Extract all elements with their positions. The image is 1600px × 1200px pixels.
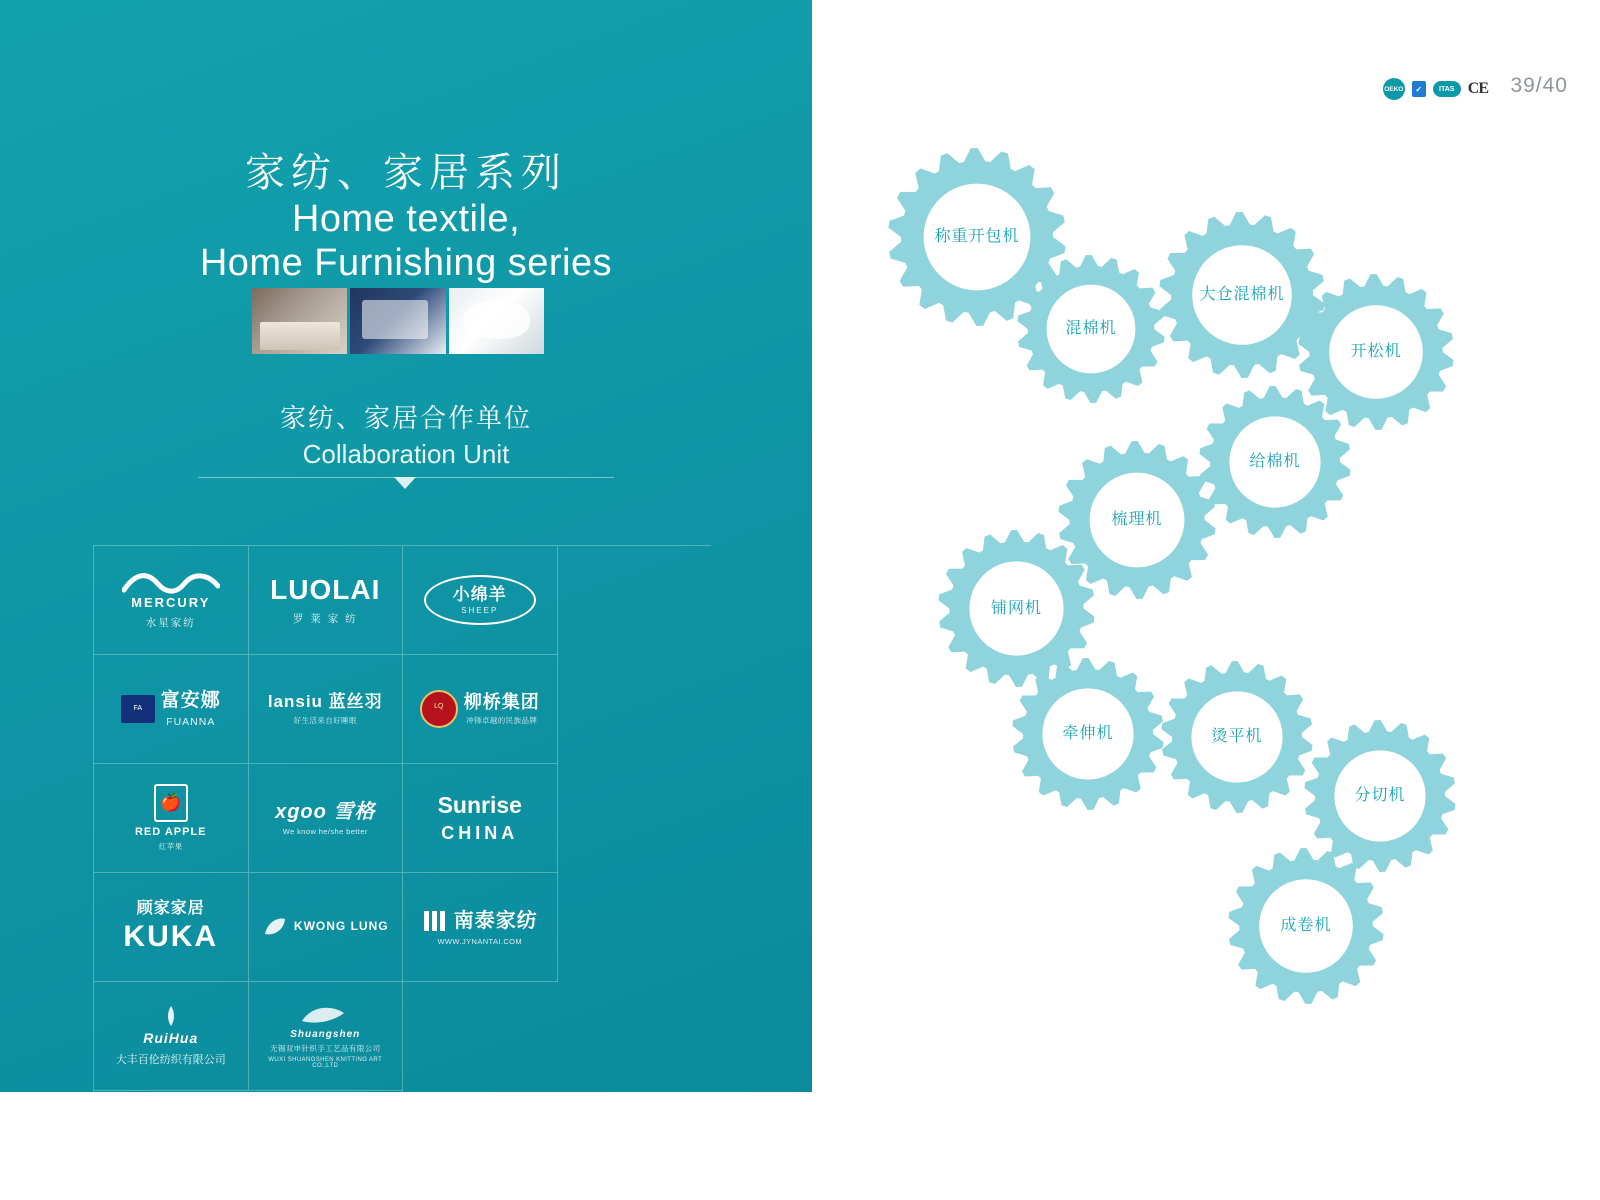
apple-icon: 🍎 [154, 784, 188, 822]
page-title-cn: 家纺、家居系列 [245, 151, 567, 195]
logo-sub-text: 罗 莱 家 纺 [292, 612, 358, 625]
logo-sub-text: 无锡双申针织手工艺品有限公司 [269, 1044, 381, 1054]
collaboration-logo-grid [93, 545, 711, 1200]
gear-label: 分切机 [1354, 787, 1406, 805]
gear-node [1017, 255, 1165, 403]
mercury-swoosh-icon [122, 570, 220, 596]
logo-cell-kwong-lung [249, 873, 404, 982]
zhongxiang-seal-icon [134, 1126, 172, 1164]
logo-cell-fuanna [94, 655, 249, 764]
certification-marks [1383, 78, 1488, 100]
logo-main-text: MERCURY [131, 595, 211, 611]
logo-cell-kuka [94, 873, 249, 982]
quilt-closeup-photo [449, 288, 544, 354]
subtitle-en: Collaboration Unit [302, 439, 510, 469]
logo-main-text: RuiHua [143, 1030, 199, 1047]
right-panel [812, 0, 1600, 1092]
logo-sub-text: We know he/she better [282, 826, 368, 836]
shuangshen-swirl-icon [298, 1003, 352, 1029]
gear-node [1161, 661, 1313, 813]
logo-cell-liuqiao [403, 655, 558, 764]
divider-arrow-icon [394, 477, 416, 489]
oeko-tex-mark-icon: OEKO [1383, 78, 1405, 100]
gear-node [1228, 848, 1384, 1004]
liuqiao-badge-icon: LQ [420, 690, 458, 728]
logo-sub-text: 好生活来自好睡眠 [293, 715, 357, 725]
gear-label: 称重开包机 [934, 228, 1020, 246]
logo-sub-text: SHEEP [461, 605, 499, 615]
bedroom-bedding-photo [252, 288, 347, 354]
fuanna-badge-icon: FA [121, 695, 155, 723]
logo-main-text: KWONG LUNG [293, 919, 389, 934]
logo-main-text: 富安娜 [160, 690, 221, 712]
logo-cell-luolai [249, 546, 404, 655]
logo-cell-sheep [403, 546, 558, 655]
ce-mark-icon: CE [1467, 80, 1488, 97]
gear-label: 开松机 [1350, 343, 1402, 361]
logo-cell-zhongxiang [94, 1091, 403, 1200]
logo-sub-text: 红苹果 [158, 842, 183, 852]
photo-strip [252, 288, 544, 354]
gear-node [1012, 658, 1164, 810]
gear-label: 给棉机 [1249, 453, 1301, 471]
logo-sub-text: TONGXIANG ZHONGXIANG TEXTILES CO.,LTD. [178, 1150, 362, 1160]
logo-cell-red-apple [94, 764, 249, 873]
logo-sub-text: FUANNA [166, 715, 216, 728]
gear-label: 烫平机 [1211, 728, 1263, 746]
logo-main-text: lansiu 蓝丝羽 [267, 692, 383, 712]
logo-sub-text: CHINA [441, 822, 519, 843]
gear-label: 铺网机 [990, 599, 1042, 617]
logo-main-text: 柳桥集团 [463, 691, 540, 712]
pillow-bedding-photo [350, 288, 445, 354]
page-title-en-line1: Home textile, [291, 198, 521, 240]
logo-sub-text: 水星家纺 [145, 616, 196, 629]
logo-cell-lansiu [249, 655, 404, 764]
logo-cell-shuangshen [249, 982, 404, 1091]
subtitle-block [0, 398, 812, 470]
sheep-ellipse-icon [424, 575, 536, 625]
logo-main-text: KUKA [123, 919, 219, 953]
logo-main-text: 南泰家纺 [453, 909, 538, 932]
itas-mark-icon: ITAS [1433, 81, 1461, 97]
gear-label: 梳理机 [1111, 511, 1163, 529]
logo-sub-text: 冲锋卓越的民族品牌 [466, 716, 538, 726]
page-number: 39/40 [1510, 74, 1568, 97]
logo-main-text: RED APPLE [134, 825, 207, 838]
logo-cell-nantai [403, 873, 558, 982]
logo-tiny-text: WUXI SHUANGSHEN KNITTING ART CO.,LTD [268, 1057, 383, 1070]
gear-label: 成卷机 [1280, 917, 1332, 935]
logo-main-text: LUOLAI [270, 574, 381, 606]
gear-label: 牵伸机 [1062, 725, 1114, 743]
title-block [0, 148, 812, 284]
logo-main-text: 小绵羊 [452, 585, 507, 605]
gear-label: 混棉机 [1065, 320, 1117, 338]
logo-cell-ruihua [94, 982, 249, 1091]
blue-check-mark-icon: ✓ [1412, 81, 1426, 97]
logo-cell-xgoo [249, 764, 404, 873]
logo-cell-sunrise-china [403, 764, 558, 873]
subtitle-cn: 家纺、家居合作单位 [279, 403, 532, 433]
gear-label: 大仓混棉机 [1199, 286, 1285, 304]
logo-sub-text: 大丰百伦纺织有限公司 [115, 1053, 226, 1066]
ruihua-feather-icon [163, 1005, 179, 1027]
page-title-en-line2: Home Furnishing series [199, 241, 613, 284]
logo-sub-text: 顾家家居 [136, 899, 205, 917]
nantai-mark-icon [422, 908, 448, 934]
gear-node [1199, 386, 1351, 538]
logo-cell-mercury [94, 546, 249, 655]
logo-main-text: xgoo 雪格 [275, 800, 376, 823]
logo-sub-text: WWW.JYNANTAI.COM [437, 937, 523, 946]
kwong-lung-leaf-icon [262, 914, 288, 940]
logo-main-text: Sunrise [437, 792, 522, 819]
logo-main-text: Shuangshen [290, 1028, 361, 1040]
left-panel [0, 0, 812, 1160]
logo-main-text: 桐乡众想纺织有限公司 [189, 1130, 350, 1148]
